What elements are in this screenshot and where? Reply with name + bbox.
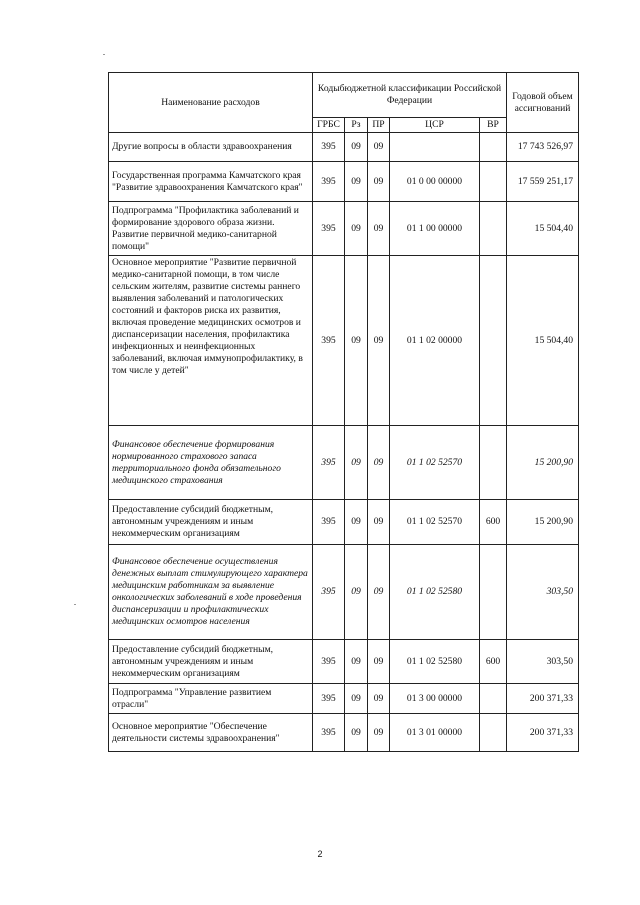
header-pr: ПР (368, 118, 390, 133)
row-pr: 09 (368, 426, 390, 500)
row-amount: 200 371,33 (507, 714, 579, 752)
row-amount: 15 200,90 (507, 500, 579, 545)
row-name: Государственная программа Камчатского края "Развитие здравоохранения Камчатского края" (109, 162, 313, 202)
row-amount: 17 743 526,97 (507, 133, 579, 162)
row-rz: 09 (345, 714, 368, 752)
row-name: Предоставление субсидий бюджетным, автономным учреждениям и иным некоммерческим организациям (109, 500, 313, 545)
row-vr (480, 202, 507, 256)
row-csr: 01 3 01 00000 (390, 714, 480, 752)
row-pr: 09 (368, 640, 390, 684)
row-grbs: 395 (313, 202, 345, 256)
row-pr: 09 (368, 545, 390, 640)
table-row (109, 202, 579, 256)
row-csr: 01 1 02 52580 (390, 640, 480, 684)
table-row (109, 714, 579, 752)
budget-table-sheet (108, 72, 578, 752)
row-rz: 09 (345, 640, 368, 684)
header-rz: Рз (345, 118, 368, 133)
row-csr: 01 1 02 00000 (390, 256, 480, 426)
row-name: Основное мероприятие "Развитие первичной медико-санитарной помощи, в том числе сельским жителям, развитие системы раннего выявления заболеваний и патологических состояний и факторов риска их развития, включая проведение медицинских осмотров и диспансеризации населения, профилактика инфекционных и неинфекционных заболеваний, включая иммунопрофилактику, в том числе у детей" (109, 256, 313, 426)
row-name: Финансовое обеспечение осуществления денежных выплат стимулирующего характера медицинским работникам за выявление онкологических заболеваний в ходе проведения диспансеризации и профилактических медицинских осмотров населения (109, 545, 313, 640)
row-grbs: 395 (313, 684, 345, 714)
row-vr (480, 133, 507, 162)
row-rz: 09 (345, 426, 368, 500)
row-grbs: 395 (313, 545, 345, 640)
row-rz: 09 (345, 202, 368, 256)
row-rz: 09 (345, 256, 368, 426)
table-row (109, 256, 579, 426)
row-amount: 200 371,33 (507, 684, 579, 714)
row-pr: 09 (368, 714, 390, 752)
row-name: Подпрограмма "Профилактика заболеваний и формирование здорового образа жизни. Развитие первичной медико-санитарной помощи" (109, 202, 313, 256)
header-codes: Кодыбюджетной классификации Российской Федерации (313, 73, 507, 118)
row-grbs: 395 (313, 640, 345, 684)
header-vr: ВР (480, 118, 507, 133)
row-amount: 15 200,90 (507, 426, 579, 500)
row-rz: 09 (345, 133, 368, 162)
header-name: Наименование расходов (109, 73, 313, 133)
row-name: Финансовое обеспечение формирования нормированного страхового запаса территориального фонда обязательного медицинского страхования (109, 426, 313, 500)
row-csr: 01 1 00 00000 (390, 202, 480, 256)
row-vr (480, 684, 507, 714)
row-grbs: 395 (313, 500, 345, 545)
row-pr: 09 (368, 162, 390, 202)
header-grbs: ГРБС (313, 118, 345, 133)
row-rz: 09 (345, 162, 368, 202)
budget-table (108, 72, 579, 752)
row-csr: 01 1 02 52570 (390, 500, 480, 545)
row-vr (480, 256, 507, 426)
table-row (109, 426, 579, 500)
row-csr: 01 3 00 00000 (390, 684, 480, 714)
row-pr: 09 (368, 202, 390, 256)
row-csr: 01 1 02 52570 (390, 426, 480, 500)
row-rz: 09 (345, 545, 368, 640)
table-row (109, 133, 579, 162)
row-pr: 09 (368, 500, 390, 545)
row-csr: 01 1 02 52580 (390, 545, 480, 640)
row-pr: 09 (368, 133, 390, 162)
scan-speck (74, 604, 76, 605)
row-name: Подпрограмма "Управление развитием отрасли" (109, 684, 313, 714)
row-grbs: 395 (313, 714, 345, 752)
scan-speck (103, 54, 105, 55)
table-row (109, 500, 579, 545)
row-csr (390, 133, 480, 162)
row-grbs: 395 (313, 133, 345, 162)
row-name: Другие вопросы в области здравоохранения (109, 133, 313, 162)
row-vr (480, 426, 507, 500)
table-row (109, 640, 579, 684)
header-csr: ЦСР (390, 118, 480, 133)
row-grbs: 395 (313, 256, 345, 426)
row-amount: 17 559 251,17 (507, 162, 579, 202)
table-row (109, 162, 579, 202)
row-grbs: 395 (313, 162, 345, 202)
row-name: Основное мероприятие "Обеспечение деятельности системы здравоохранения" (109, 714, 313, 752)
row-vr: 600 (480, 640, 507, 684)
row-name: Предоставление субсидий бюджетным, автономным учреждениям и иным некоммерческим организациям (109, 640, 313, 684)
row-pr: 09 (368, 256, 390, 426)
table-row (109, 684, 579, 714)
row-vr (480, 714, 507, 752)
header-annual: Годовой объем ассигнований (507, 73, 579, 133)
row-amount: 303,50 (507, 640, 579, 684)
row-vr (480, 545, 507, 640)
row-csr: 01 0 00 00000 (390, 162, 480, 202)
row-pr: 09 (368, 684, 390, 714)
header-row-1 (109, 73, 579, 118)
row-rz: 09 (345, 500, 368, 545)
table-row (109, 545, 579, 640)
row-amount: 15 504,40 (507, 202, 579, 256)
row-grbs: 395 (313, 426, 345, 500)
row-vr: 600 (480, 500, 507, 545)
page-number: 2 (317, 849, 323, 859)
row-amount: 303,50 (507, 545, 579, 640)
row-vr (480, 162, 507, 202)
row-rz: 09 (345, 684, 368, 714)
row-amount: 15 504,40 (507, 256, 579, 426)
